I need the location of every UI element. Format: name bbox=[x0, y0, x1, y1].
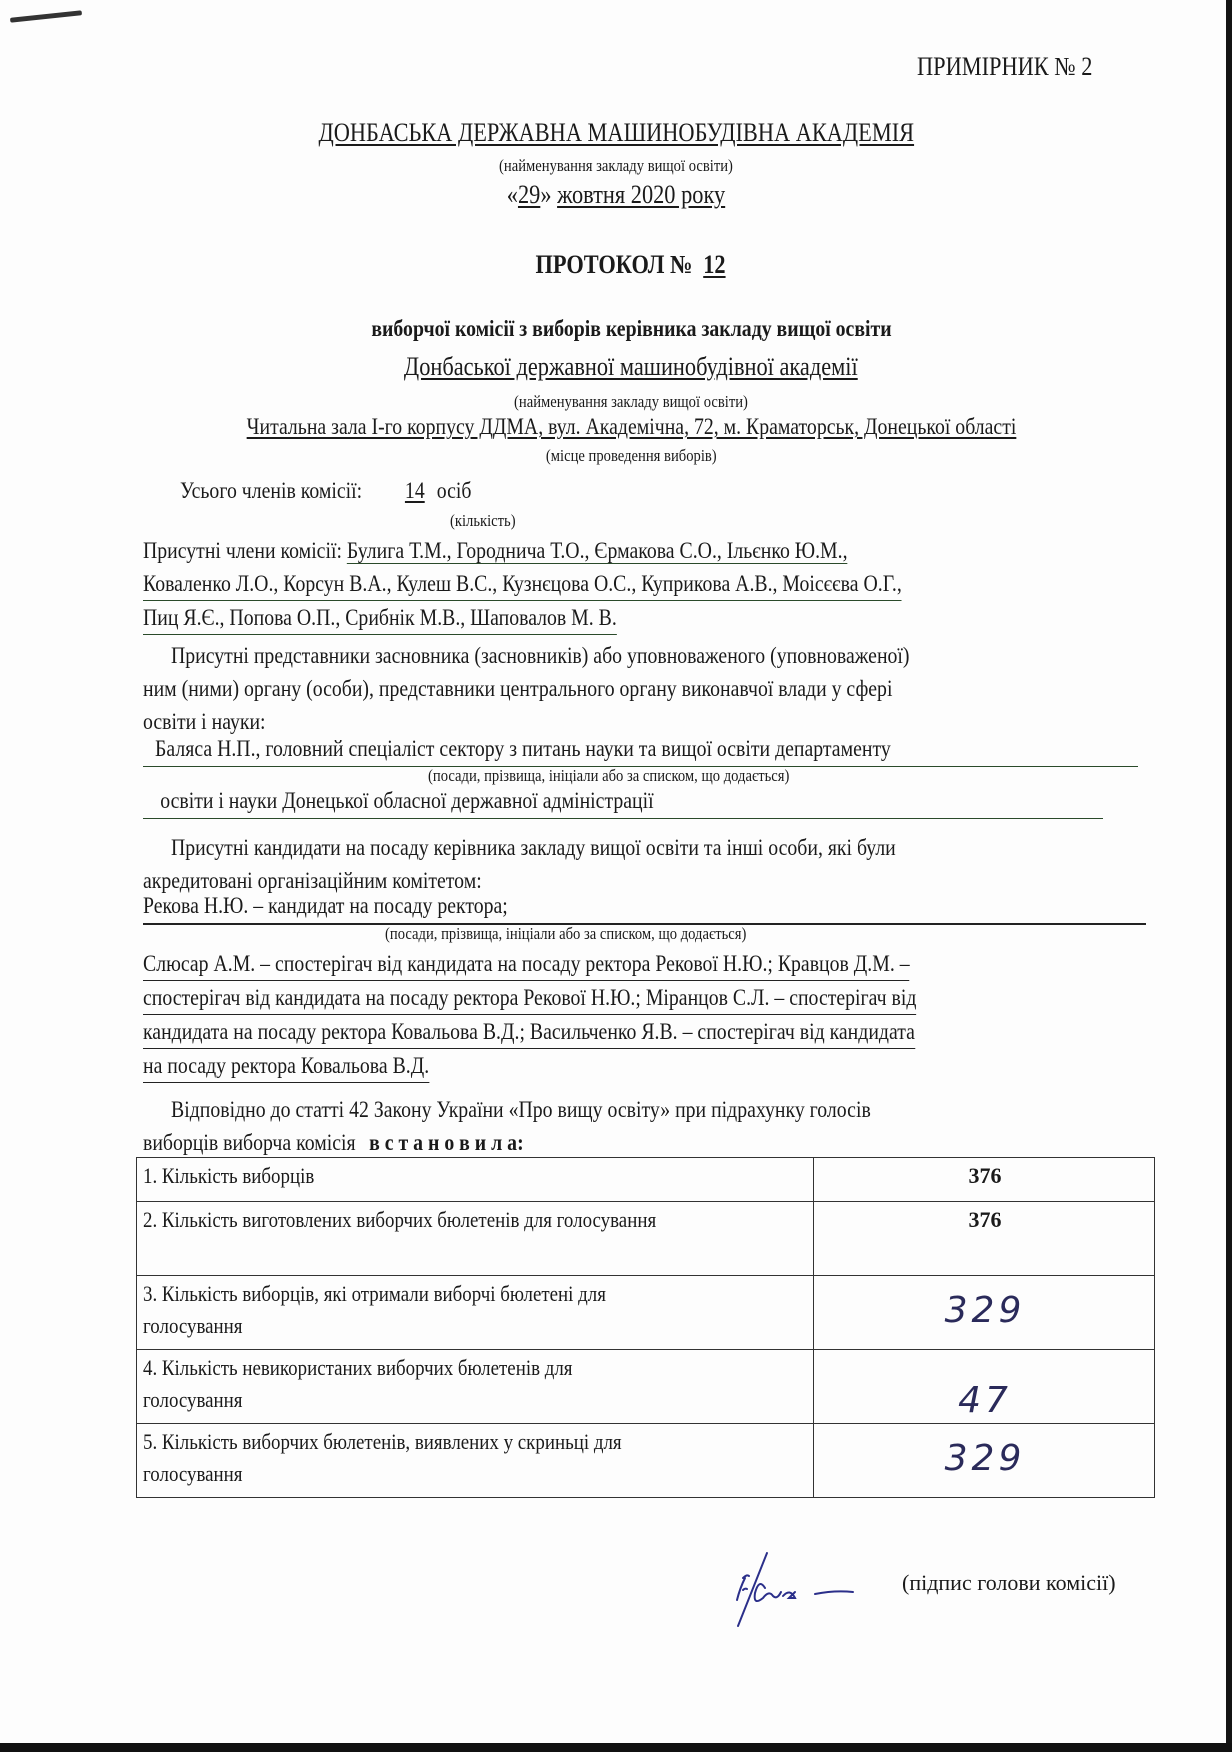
row-label-text: 1. Кількість виборців bbox=[143, 1163, 315, 1188]
row-label-text: 5. Кількість виборчих бюлетенів, виявлених у скриньці для голосування bbox=[143, 1429, 622, 1486]
founders-intro-line: освіти і науки: bbox=[143, 709, 266, 734]
row-value: 376 bbox=[814, 1202, 1155, 1276]
row-value: 376 bbox=[814, 1158, 1155, 1202]
founders-intro-line: Присутні представники засновника (засновників) або уповноваженого (уповноваженої) bbox=[171, 643, 910, 668]
election-location-caption-text: (місце проведення виборів) bbox=[545, 446, 717, 465]
candidates-intro-line: Присутні кандидати на посаду керівника закладу вищої освіти та інші особи, які були bbox=[171, 835, 896, 860]
scan-edge-bottom bbox=[0, 1743, 1232, 1752]
present-members-line: Булига Т.М., Городнича Т.О., Єрмакова С.О., Ільєнко Ю.М., bbox=[346, 538, 848, 563]
chair-signature-caption: (підпис голови комісії) bbox=[902, 1570, 1116, 1595]
observer-line: спостерігач від кандидата на посаду ректора Рекової Н.Ю.; Міранцов С.Л. – спостерігач від bbox=[143, 981, 916, 1015]
handwritten-value: 329 bbox=[944, 1437, 1026, 1479]
candidates-intro bbox=[143, 831, 1148, 897]
protocol-label: ПРОТОКОЛ № bbox=[535, 250, 693, 279]
founders-rep-value-1 bbox=[143, 736, 1138, 767]
founders-rep-value-1-text: Баляса Н.П., головний спеціаліст сектору з питань науки та вищої освіти департаменту bbox=[155, 736, 891, 761]
row-value bbox=[814, 1350, 1155, 1424]
findings-line-1: Відповідно до статті 42 Закону України «Про вищу освіту» при підрахунку голосів bbox=[171, 1097, 871, 1122]
institution-genitive-caption-text: (найменування закладу вищої освіти) bbox=[514, 392, 748, 411]
members-total-value: 14 bbox=[404, 478, 425, 503]
signature-scribble-icon bbox=[735, 1548, 905, 1628]
members-total bbox=[180, 478, 519, 504]
observer-line: Слюсар А.М. – спостерігач від кандидата на посаду ректора Рекової Н.Ю.; Кравцов Д.М. – bbox=[143, 947, 910, 981]
row-label-text: 2. Кількість виготовлених виборчих бюлетенів для голосування bbox=[143, 1207, 657, 1232]
protocol-title bbox=[0, 250, 1232, 280]
institution-caption-text: (найменування закладу вищої освіти) bbox=[499, 156, 733, 175]
members-total-unit: осіб bbox=[436, 478, 472, 503]
observer-line: кандидата на посаду ректора Ковальова В.Д.; Васильченко Я.В. – спостерігач від кандидата bbox=[143, 1015, 915, 1049]
row-label-text: 3. Кількість виборців, які отримали виборчі бюлетені для голосування bbox=[143, 1281, 606, 1338]
institution-genitive-text: Донбаської державної машинобудівної академії bbox=[404, 352, 858, 381]
institution-heading bbox=[0, 118, 1232, 148]
row-label bbox=[137, 1350, 814, 1424]
institution-genitive bbox=[0, 352, 1232, 382]
candidates-caption bbox=[385, 924, 805, 944]
table-row bbox=[137, 1202, 1155, 1276]
table-row bbox=[137, 1158, 1155, 1202]
commission-subtitle-text: виборчої комісії з виборів керівника закладу вищої освіти bbox=[370, 316, 892, 341]
protocol-number: 12 bbox=[703, 250, 727, 279]
date-close-quote: » bbox=[540, 180, 552, 209]
members-total-caption bbox=[450, 511, 526, 531]
date-open-quote: « bbox=[506, 180, 518, 209]
commission-subtitle bbox=[0, 316, 1232, 342]
founders-representatives bbox=[143, 639, 1148, 738]
findings-line-2-prefix: виборців виборча комісія bbox=[143, 1130, 356, 1155]
members-total-label: Усього членів комісії: bbox=[180, 478, 363, 503]
findings-established: в с т а н о в и л а: bbox=[369, 1130, 524, 1155]
founders-rep-caption bbox=[428, 766, 848, 786]
copy-label bbox=[917, 52, 1121, 82]
candidates-intro-line: акредитовані організаційним комітетом: bbox=[143, 868, 482, 893]
table-row bbox=[137, 1350, 1155, 1424]
election-location bbox=[0, 414, 1232, 440]
founders-intro-line: ним (ними) органу (особи), представники центрального органу виконавчої влади у сфері bbox=[143, 676, 893, 701]
candidate-value-text: Рекова Н.Ю. – кандидат на посаду ректора; bbox=[143, 893, 508, 918]
row-label bbox=[137, 1424, 814, 1498]
row-label bbox=[137, 1202, 814, 1276]
handwritten-value: 47 bbox=[958, 1380, 1012, 1421]
row-label bbox=[137, 1158, 814, 1202]
observers-list bbox=[143, 947, 1148, 1083]
handwritten-value: 329 bbox=[944, 1289, 1026, 1331]
founders-rep-caption-text: (посади, прізвища, ініціали або за списком, що додається) bbox=[428, 766, 790, 785]
findings-text bbox=[143, 1093, 1148, 1159]
founders-rep-value-2 bbox=[143, 788, 1103, 819]
row-label bbox=[137, 1276, 814, 1350]
present-members-label: Присутні члени комісії: bbox=[143, 538, 342, 563]
row-value bbox=[814, 1424, 1155, 1498]
observer-line: на посаду ректора Ковальова В.Д. bbox=[143, 1049, 429, 1083]
candidate-value bbox=[143, 893, 1146, 925]
table-row bbox=[137, 1276, 1155, 1350]
founders-rep-value-2-text: освіти і науки Донецької обласної державної адміністрації bbox=[160, 788, 654, 813]
document-date bbox=[0, 180, 1232, 210]
present-members bbox=[143, 534, 1148, 635]
date-month-year: жовтня 2020 року bbox=[557, 180, 726, 209]
results-table bbox=[136, 1157, 1155, 1498]
date-day: 29 bbox=[517, 180, 541, 209]
members-total-caption-text: (кількість) bbox=[450, 511, 516, 530]
present-members-line: Пиц Я.Є., Попова О.П., Срибнік М.В., Шаповалов М. В. bbox=[143, 601, 617, 635]
institution-genitive-caption bbox=[0, 392, 1232, 412]
row-label-text: 4. Кількість невикористаних виборчих бюлетенів для голосування bbox=[143, 1355, 573, 1412]
scan-mark bbox=[10, 10, 82, 22]
row-value bbox=[814, 1276, 1155, 1350]
copy-label-text: ПРИМІРНИК № 2 bbox=[917, 52, 1093, 81]
present-members-line: Коваленко Л.О., Корсун В.А., Кулеш В.С., Кузнєцова О.С., Куприкова А.В., Моісєєва О.Г., bbox=[143, 567, 902, 601]
table-row bbox=[137, 1424, 1155, 1498]
chair-signature bbox=[735, 1548, 905, 1633]
candidates-caption-text: (посади, прізвища, ініціали або за списком, що додається) bbox=[385, 924, 747, 943]
election-location-text: Читальна зала І-го корпусу ДДМА, вул. Академічна, 72, м. Краматорськ, Донецької області bbox=[246, 414, 1016, 439]
election-location-caption bbox=[0, 446, 1232, 466]
institution-name: ДОНБАСЬКА ДЕРЖАВНА МАШИНОБУДІВНА АКАДЕМІЯ bbox=[318, 118, 914, 147]
institution-caption bbox=[0, 156, 1232, 176]
